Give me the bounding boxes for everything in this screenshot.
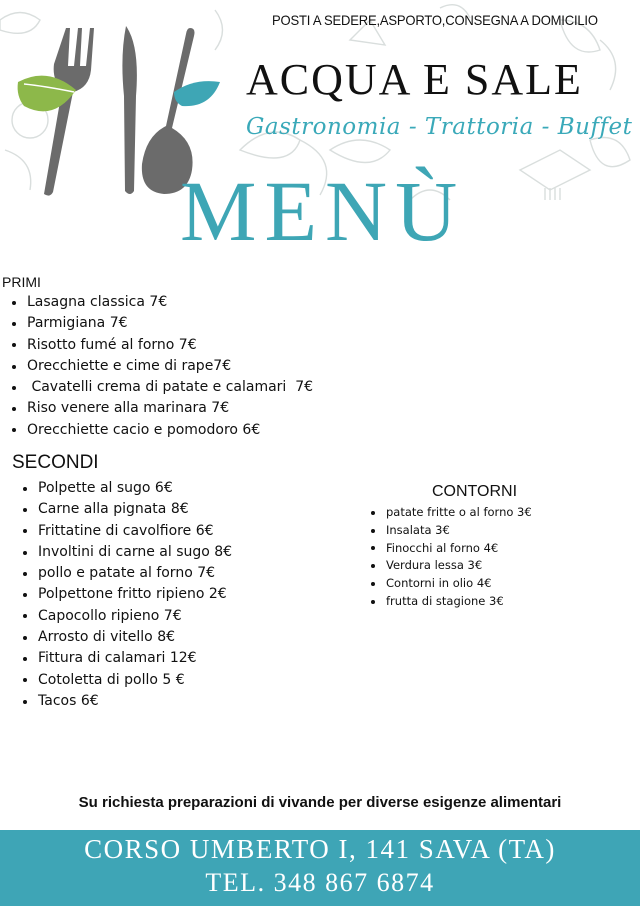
list-item: Frittatine di cavolfiore 6€	[20, 521, 232, 542]
restaurant-name: ACQUA E SALE	[246, 55, 583, 104]
contorni-list	[368, 504, 532, 611]
list-item: Cavatelli crema di patate e calamari 7€	[9, 377, 313, 398]
list-item: Cotoletta di pollo 5 €	[20, 670, 232, 691]
list-item: Tacos 6€	[20, 691, 232, 712]
list-item: Riso venere alla marinara 7€	[9, 398, 313, 419]
list-item: Capocollo ripieno 7€	[20, 606, 232, 627]
menu-title: MENÙ	[180, 163, 466, 259]
list-item: Parmigiana 7€	[9, 313, 313, 334]
contorni-heading: CONTORNI	[432, 483, 518, 500]
list-item: frutta di stagione 3€	[368, 593, 532, 611]
secondi-list	[20, 478, 232, 712]
phone-number: TEL. 348 867 6874	[205, 868, 435, 897]
secondi-heading: SECONDI	[12, 452, 99, 473]
list-item: pollo e patate al forno 7€	[20, 563, 232, 584]
tagline: Gastronomia - Trattoria - Buffet	[246, 114, 633, 140]
list-item: Orecchiette e cime di rape7€	[9, 356, 313, 377]
services-line: POSTI A SEDERE,ASPORTO,CONSEGNA A DOMICILIO	[272, 12, 598, 28]
list-item: Risotto fumé al forno 7€	[9, 335, 313, 356]
address: CORSO UMBERTO I, 141 SAVA (TA)	[84, 834, 556, 864]
list-item: Carne alla pignata 8€	[20, 499, 232, 520]
list-item: Verdura lessa 3€	[368, 557, 532, 575]
list-item: Insalata 3€	[368, 522, 532, 540]
list-item: Polpettone fritto ripieno 2€	[20, 584, 232, 605]
footer-bar	[0, 830, 640, 906]
list-item: Polpette al sugo 6€	[20, 478, 232, 499]
list-item: Contorni in olio 4€	[368, 575, 532, 593]
list-item: Involtini di carne al sugo 8€	[20, 542, 232, 563]
primi-heading: PRIMI	[2, 274, 41, 290]
list-item: Fittura di calamari 12€	[20, 648, 232, 669]
list-item: Finocchi al forno 4€	[368, 540, 532, 558]
list-item: Arrosto di vitello 8€	[20, 627, 232, 648]
list-item: Orecchiette cacio e pomodoro 6€	[9, 420, 313, 441]
list-item: patate fritte o al forno 3€	[368, 504, 532, 522]
list-item: Lasagna classica 7€	[9, 292, 313, 313]
primi-list	[9, 292, 313, 441]
dietary-note: Su richiesta preparazioni di vivande per diverse esigenze alimentari	[78, 794, 562, 811]
